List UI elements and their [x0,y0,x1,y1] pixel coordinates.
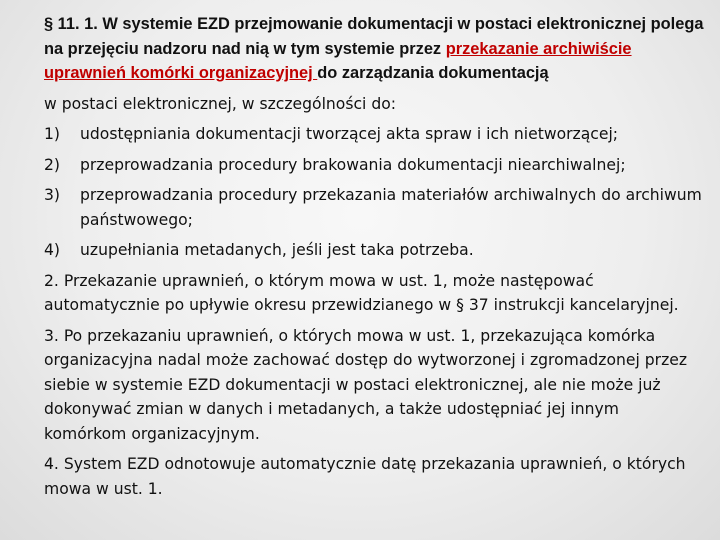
list-item-text: przeprowadzania procedury przekazania materiałów archiwalnych do archiwum państwowego; [80,186,702,229]
heading-bold-text: § 11. 1. W systemie EZD przejmowanie dokumentacji w postaci elektronicznej polega na przejęciu nadzoru nad nią w tym systemie przez [44,15,704,58]
scope-list [44,122,704,263]
list-item-number: 1) [44,125,61,143]
point-2-paragraph: 2. Przekazanie uprawnień, o którym mowa w ust. 1, może następować automatycznie po upływie okresu przewidzianego w § 37 instrukcji kancelaryjnej. [44,271,679,314]
heading-highlight-text: przekazanie archiwiście uprawnień komórki organizacyjnej [44,39,632,82]
list-item [44,183,704,232]
list-item [44,238,704,263]
point-4-paragraph: 4. System EZD odnotowuje automatycznie datę przekazania uprawnień, o których mowa w ust. 1. [44,455,686,498]
list-item-number: 2) [44,155,61,174]
list-item-number: 4) [44,241,61,259]
list-item-number: 3) [44,186,61,204]
intro-line: w postaci elektronicznej, w szczególności do: [44,94,397,113]
point-3-paragraph: 3. Po przekazaniu uprawnień, o których mowa w ust. 1, przekazująca komórka organizacyjna nadal może zachować dostęp do wytworzonej i zgromadzonej przez siebie w systemie EZD dokumentacji w postaci elektronicznej, ale nie może już dokonywać zmian w danych i metadanych, a także udostępniać jej innym komórkom organizacyjnym. [44,326,688,443]
list-item-text: przeprowadzania procedury brakowania dokumentacji niearchiwalnej; [80,155,626,174]
list-item [44,122,704,147]
slide-content [44,12,704,501]
heading-bold-end-text: do zarządzania dokumentacją [317,64,549,82]
list-item-text: uzupełniania metadanych, jeśli jest taka potrzeba. [80,241,474,259]
list-item-text: udostępniania dokumentacji tworzącej akta spraw i ich nietworzącej; [80,125,619,143]
section-heading-paragraph [44,12,704,86]
list-item [44,153,704,178]
